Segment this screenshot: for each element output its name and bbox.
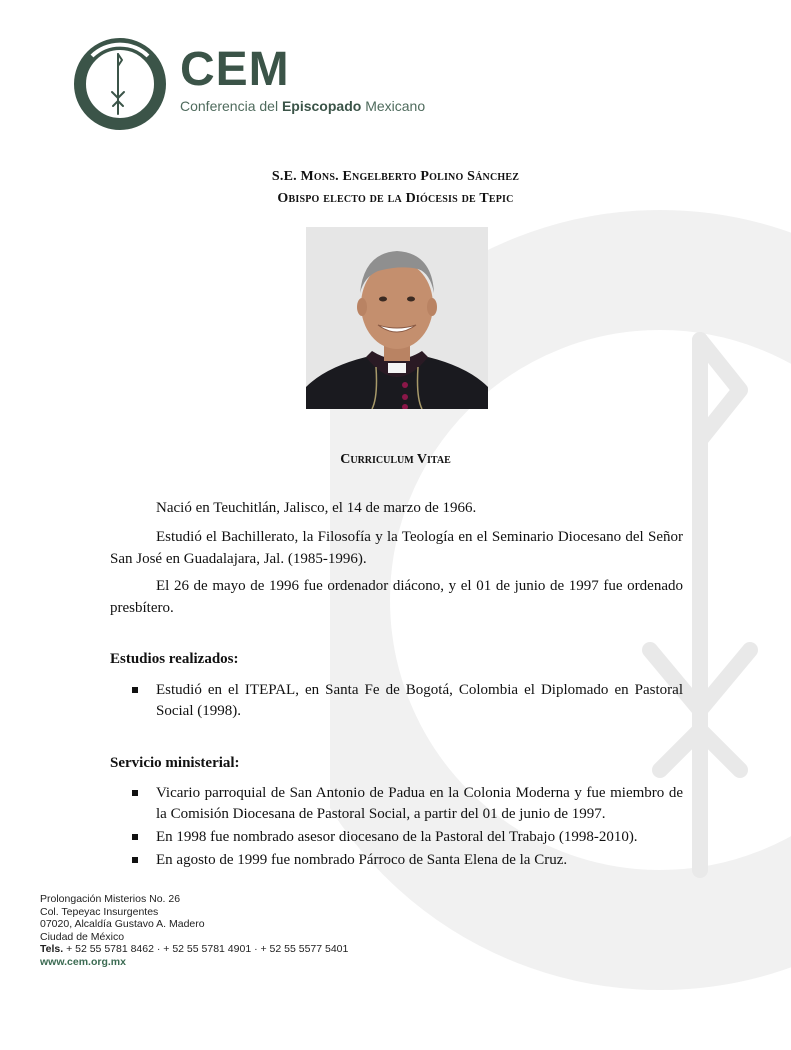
footer-address-line: 07020, Alcaldía Gustavo A. Madero: [40, 918, 205, 931]
footer-address-line: Ciudad de México: [40, 930, 125, 943]
footer-phones: Tels. + 52 55 5781 8462 · + 52 55 5781 4901 · + 52 55 5577 5401: [40, 943, 349, 956]
studies-list: [110, 680, 683, 724]
bullet-square-icon: [132, 834, 138, 840]
ministry-list: [110, 783, 683, 873]
cv-heading: Curriculum Vitae: [340, 452, 451, 467]
list-item: En agosto de 1999 fue nombrado Párroco de Santa Elena de la Cruz.: [110, 850, 683, 871]
list-item: En 1998 fue nombrado asesor diocesano de la Pastoral del Trabajo (1998-2010).: [110, 827, 683, 848]
bullet-square-icon: [132, 857, 138, 863]
paragraph-studies: Estudió el Bachillerato, la Filosofía y la Teología en el Seminario Diocesano del Señor San José en Guadalajara, Jal. (1985-1996).: [110, 529, 683, 567]
paragraph-birth: Nació en Teuchitlán, Jalisco, el 14 de marzo de 1966.: [156, 500, 477, 516]
title-name: S.E. Mons. Engelberto Polino Sánchez: [271, 169, 520, 184]
list-item: Vicario parroquial de San Antonio de Padua en la Colonia Moderna y fue miembro de la Comisión Diocesana de Pastoral Social, a partir del 01 de junio de 1997.: [110, 783, 683, 825]
title-position: Obispo electo de la Diócesis de Tepic: [277, 191, 514, 206]
logo-wordmark: CEM: [180, 43, 290, 96]
cem-logo-text: [180, 43, 426, 114]
logo-subtitle: Conferencia del Episcopado Mexicano: [180, 98, 426, 114]
list-item: Estudió en el ITEPAL, en Santa Fe de Bogotá, Colombia el Diplomado en Pastoral Social (1998).: [110, 680, 683, 722]
bullet-square-icon: [132, 687, 138, 693]
bishop-portrait: [306, 227, 488, 409]
section-title-ministry: Servicio ministerial:: [110, 755, 240, 771]
paragraph-ordination: El 26 de mayo de 1996 fue ordenador diácono, y el 01 de junio de 1997 fue ordenado presbítero.: [110, 578, 683, 616]
bullet-square-icon: [132, 790, 138, 796]
footer-website-link[interactable]: www.cem.org.mx: [40, 955, 126, 968]
footer-address-line: Prolongación Misterios No. 26: [40, 893, 181, 905]
footer-contact: [40, 893, 348, 969]
footer-address-line: Col. Tepeyac Insurgentes: [40, 905, 159, 918]
section-title-studies: Estudios realizados:: [110, 651, 239, 667]
cem-logo-emblem: [72, 36, 168, 132]
document-title: [0, 166, 791, 210]
